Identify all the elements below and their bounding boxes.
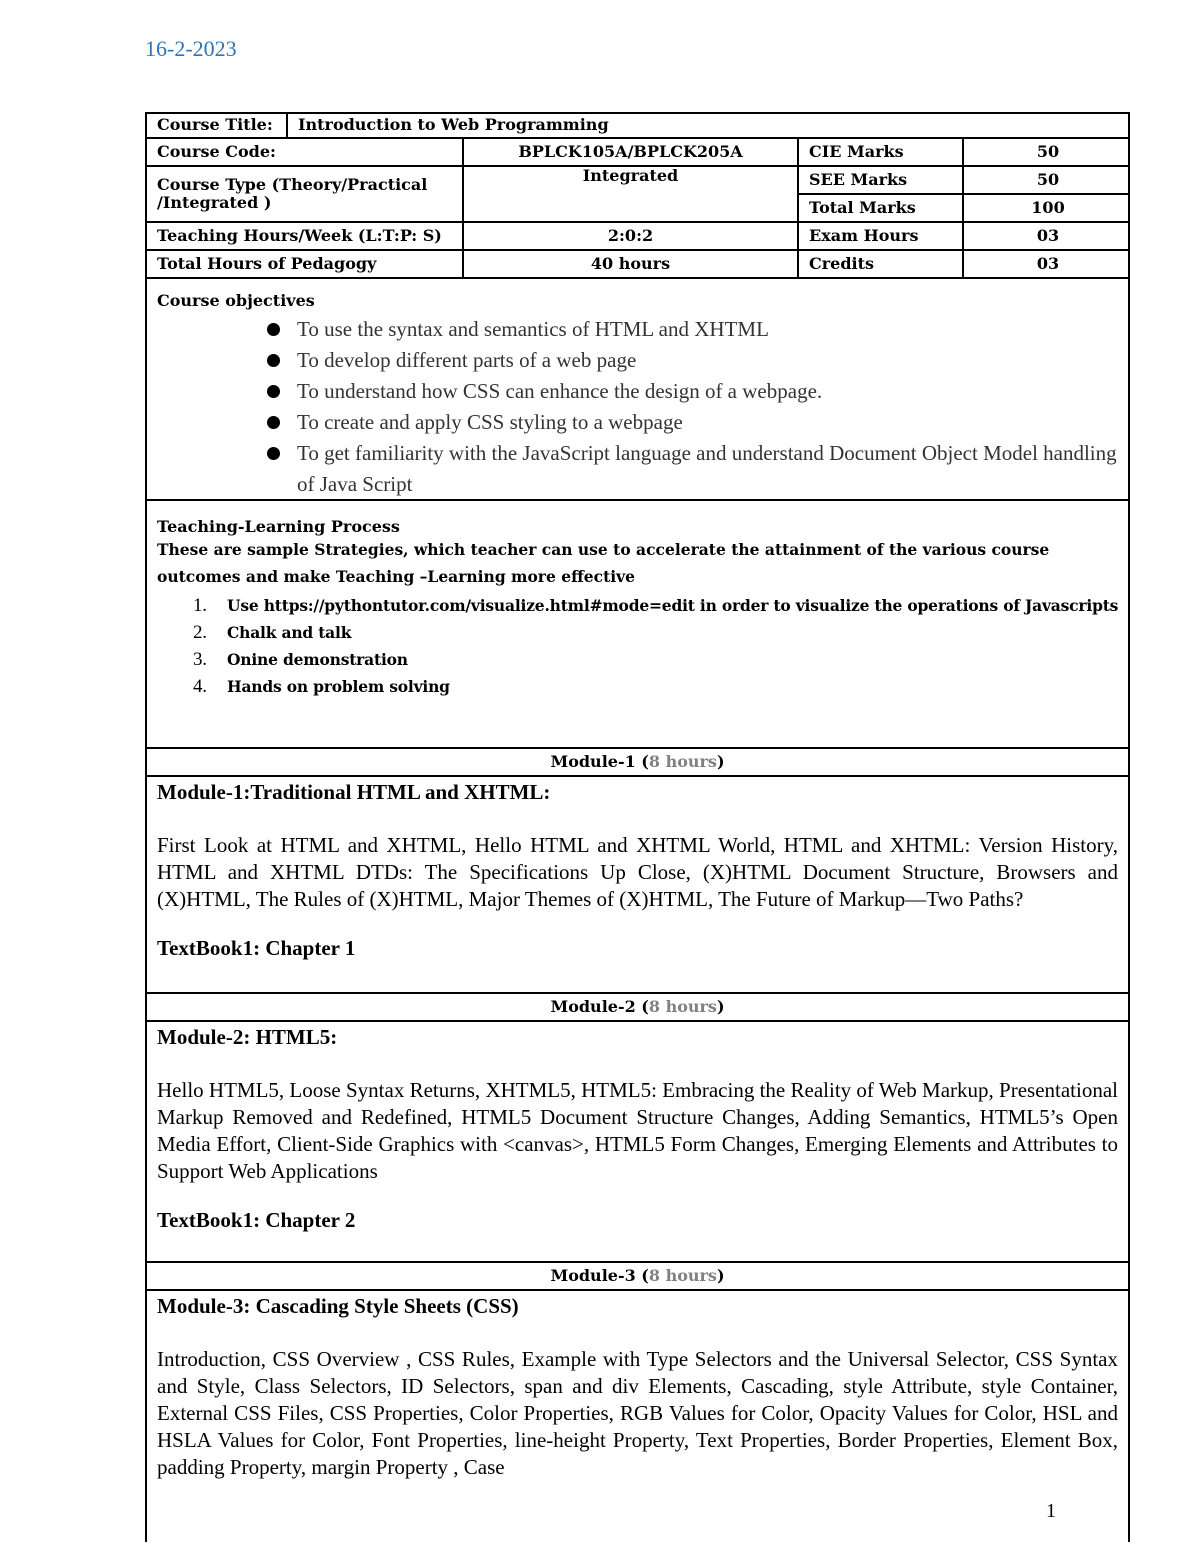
course-title-value: Introduction to Web Programming xyxy=(287,114,1130,138)
cie-marks-label: CIE Marks xyxy=(798,138,963,166)
course-type-label: Course Type (Theory/Practical /Integrated ) xyxy=(147,166,463,222)
teaching-methods-list xyxy=(157,592,1118,700)
course-objectives-section xyxy=(147,279,1128,501)
cie-marks-value: 50 xyxy=(963,138,1130,166)
module-2-title: Module-2: HTML5: xyxy=(157,1025,338,1049)
pedagogy-hours-value: 40 hours xyxy=(463,250,798,278)
teaching-method-item: 2. Chalk and talk xyxy=(193,622,352,643)
module-2-header: Module-2 (8 hours) xyxy=(147,994,1128,1022)
module-3-title: Module-3: Cascading Style Sheets (CSS) xyxy=(157,1294,519,1318)
course-type-value: Integrated xyxy=(463,166,798,222)
course-code-label: Course Code: xyxy=(147,138,463,166)
teaching-method-item: 4. Hands on problem solving xyxy=(193,676,450,697)
module-2-body xyxy=(147,1022,1128,1263)
module-2-content: Hello HTML5, Loose Syntax Returns, XHTML5, HTML5: Embracing the Reality of Web Markup, Presentational Markup Removed and Redefined, HTML5 Document Structure Changes, Adding Semantics, HTML5’s Open Media Effort, Client-Side Graphics with <canvas>, HTML5 Form Changes, Emerging Elements and Attributes to Support Web Applications xyxy=(157,1078,1118,1183)
see-marks-value: 50 xyxy=(963,166,1130,194)
document-date: 16-2-2023 xyxy=(145,36,237,61)
total-marks-value: 100 xyxy=(963,194,1130,222)
bullet-icon xyxy=(267,354,280,367)
bullet-icon xyxy=(267,385,280,398)
course-info-table xyxy=(147,114,1130,279)
teaching-learning-section xyxy=(147,501,1128,749)
objective-item: To get familiarity with the JavaScript language and understand Document Object Model handling of Java Script xyxy=(267,438,1118,500)
module-3-body xyxy=(147,1291,1128,1481)
teaching-method-item: 1. Use https://pythontutor.com/visualize.html#mode=edit in order to visualize the operations of Javascripts xyxy=(193,595,1119,616)
page-number: 1 xyxy=(1046,1500,1056,1522)
module-1-header: Module-1 (8 hours) xyxy=(147,749,1128,777)
teaching-method-item: 3. Onine demonstration xyxy=(193,649,408,670)
see-marks-label: SEE Marks xyxy=(798,166,963,194)
course-title-label: Course Title: xyxy=(147,114,287,138)
teaching-learning-heading: Teaching-Learning Process xyxy=(157,517,400,536)
objective-item: To develop different parts of a web page xyxy=(267,345,1118,376)
module-1-body xyxy=(147,777,1128,994)
exam-hours-value: 03 xyxy=(963,222,1130,250)
teaching-hours-value: 2:0:2 xyxy=(463,222,798,250)
objective-item: To use the syntax and semantics of HTML and XHTML xyxy=(267,314,1118,345)
module-1-content: First Look at HTML and XHTML, Hello HTML and XHTML World, HTML and XHTML: Version History, HTML and XHTML DTDs: The Specifications Up Close, (X)HTML Document Structure, Browsers and (X)HTML, The Rules of (X)HTML, Major Themes of (X)HTML, The Future of Markup—Two Paths? xyxy=(157,833,1118,911)
syllabus-frame xyxy=(145,112,1130,1542)
teaching-hours-label: Teaching Hours/Week (L:T:P: S) xyxy=(147,222,463,250)
module-1-title: Module-1:Traditional HTML and XHTML: xyxy=(157,780,551,804)
module-3-header: Module-3 (8 hours) xyxy=(147,1263,1128,1291)
pedagogy-hours-label: Total Hours of Pedagogy xyxy=(147,250,463,278)
objective-item: To understand how CSS can enhance the design of a webpage. xyxy=(267,376,1118,407)
module-2-textbook: TextBook1: Chapter 2 xyxy=(157,1208,356,1232)
course-code-value: BPLCK105A/BPLCK205A xyxy=(463,138,798,166)
module-3-content: Introduction, CSS Overview , CSS Rules, Example with Type Selectors and the Universal Selector, CSS Syntax and Style, Class Selectors, ID Selectors, span and div Elements, Cascading, style Attribute, style Container, External CSS Files, CSS Properties, Color Properties, RGB Values for Color, Opacity Values for Color, HSL and HSLA Values for Color, Font Properties, line-height Property, Text Properties, Border Properties, Element Box, padding Property, margin Property , Case xyxy=(157,1347,1118,1479)
course-objectives-list xyxy=(157,314,1118,500)
exam-hours-label: Exam Hours xyxy=(798,222,963,250)
credits-value: 03 xyxy=(963,250,1130,278)
objective-item: To create and apply CSS styling to a webpage xyxy=(267,407,1118,438)
module-1-textbook: TextBook1: Chapter 1 xyxy=(157,936,356,960)
course-objectives-heading: Course objectives xyxy=(157,291,315,310)
total-marks-label: Total Marks xyxy=(798,194,963,222)
teaching-strategies-text: These are sample Strategies, which teacher can use to accelerate the attainment of the various course outcomes and make Teaching –Learning more effective xyxy=(157,540,1050,586)
bullet-icon xyxy=(267,416,280,429)
bullet-icon xyxy=(267,323,280,336)
credits-label: Credits xyxy=(798,250,963,278)
bullet-icon xyxy=(267,447,280,460)
